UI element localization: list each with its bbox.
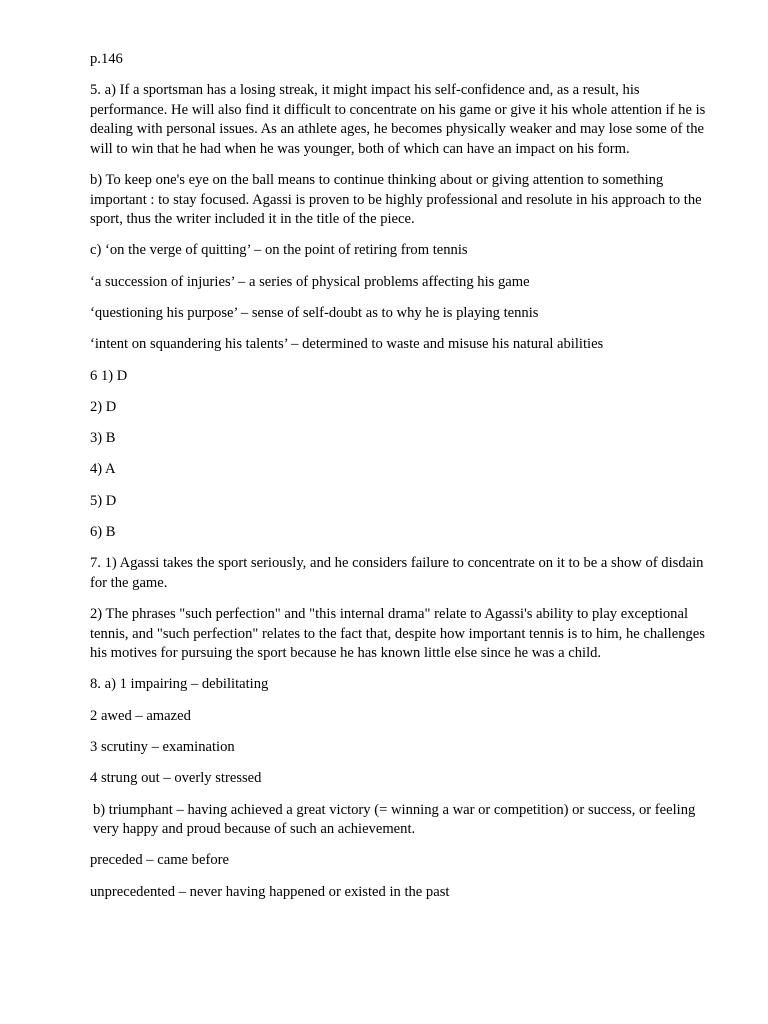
- answer-7-1-paragraph: 7. 1) Agassi takes the sport seriously, and he considers failure to concentrate on it to be a show of disdain for the game.: [90, 555, 704, 591]
- answer-6-6: 6) B: [90, 524, 116, 541]
- answer-8a-4: 4 strung out – overly stressed: [90, 770, 262, 787]
- document-page: [90, 50, 720, 914]
- answer-8b-paragraph: b) triumphant – having achieved a great victory (= winning a war or competition) or success, or feeling very happy and proud because of such an achievement.: [93, 801, 696, 838]
- answer-6-3: 3) B: [90, 430, 116, 447]
- answer-8a-2: 2 awed – amazed: [90, 707, 191, 724]
- answer-6-2: 2) D: [90, 398, 117, 415]
- answer-5c-paragraph: c) ‘on the verge of quitting’ – on the point of retiring from tennis: [90, 242, 468, 259]
- answer-5b-paragraph: b) To keep one's eye on the ball means to continue thinking about or giving attention to something important : to stay focused. Agassi is proven to be highly professional and resolute in his approach to the sport, thus the writer included it in the title of the piece.: [90, 172, 702, 228]
- answer-5a-paragraph: 5. a) If a sportsman has a losing streak, it might impact his self-confidence and, as a result, his performance. He will also find it difficult to concentrate on his game or give it his whole attention if he is dealing with personal issues. As an athlete ages, he becomes physically weaker and may lose some of the will to win that he had when he was younger, both of which can have an impact on his form.: [90, 82, 706, 157]
- phrase-definition-purpose: ‘questioning his purpose’ – sense of self-doubt as to why he is playing tennis: [90, 304, 539, 321]
- page-reference: p.146: [90, 51, 123, 67]
- answer-8a-1: 8. a) 1 impairing – debilitating: [90, 676, 269, 693]
- definition-unprecedented: unprecedented – never having happened or existed in the past: [90, 883, 450, 900]
- answer-6-5: 5) D: [90, 492, 117, 509]
- answer-8a-3: 3 scrutiny – examination: [90, 739, 235, 756]
- answer-6-1: 6 1) D: [90, 367, 128, 384]
- phrase-definition-injuries: ‘a succession of injuries’ – a series of physical problems affecting his game: [90, 273, 530, 290]
- answer-7-2-paragraph: 2) The phrases "such perfection" and "this internal drama" relate to Agassi's ability to play exceptional tennis, and "such perfection" relates to the fact that, despite how important tennis is to him, he challenges his motives for pursuing the sport because he has known little else since he was a child.: [90, 606, 705, 662]
- definition-preceded: preceded – came before: [90, 852, 229, 869]
- phrase-definition-talents: ‘intent on squandering his talents’ – determined to waste and misuse his natural abilities: [90, 336, 604, 353]
- answer-6-4: 4) A: [90, 461, 116, 478]
